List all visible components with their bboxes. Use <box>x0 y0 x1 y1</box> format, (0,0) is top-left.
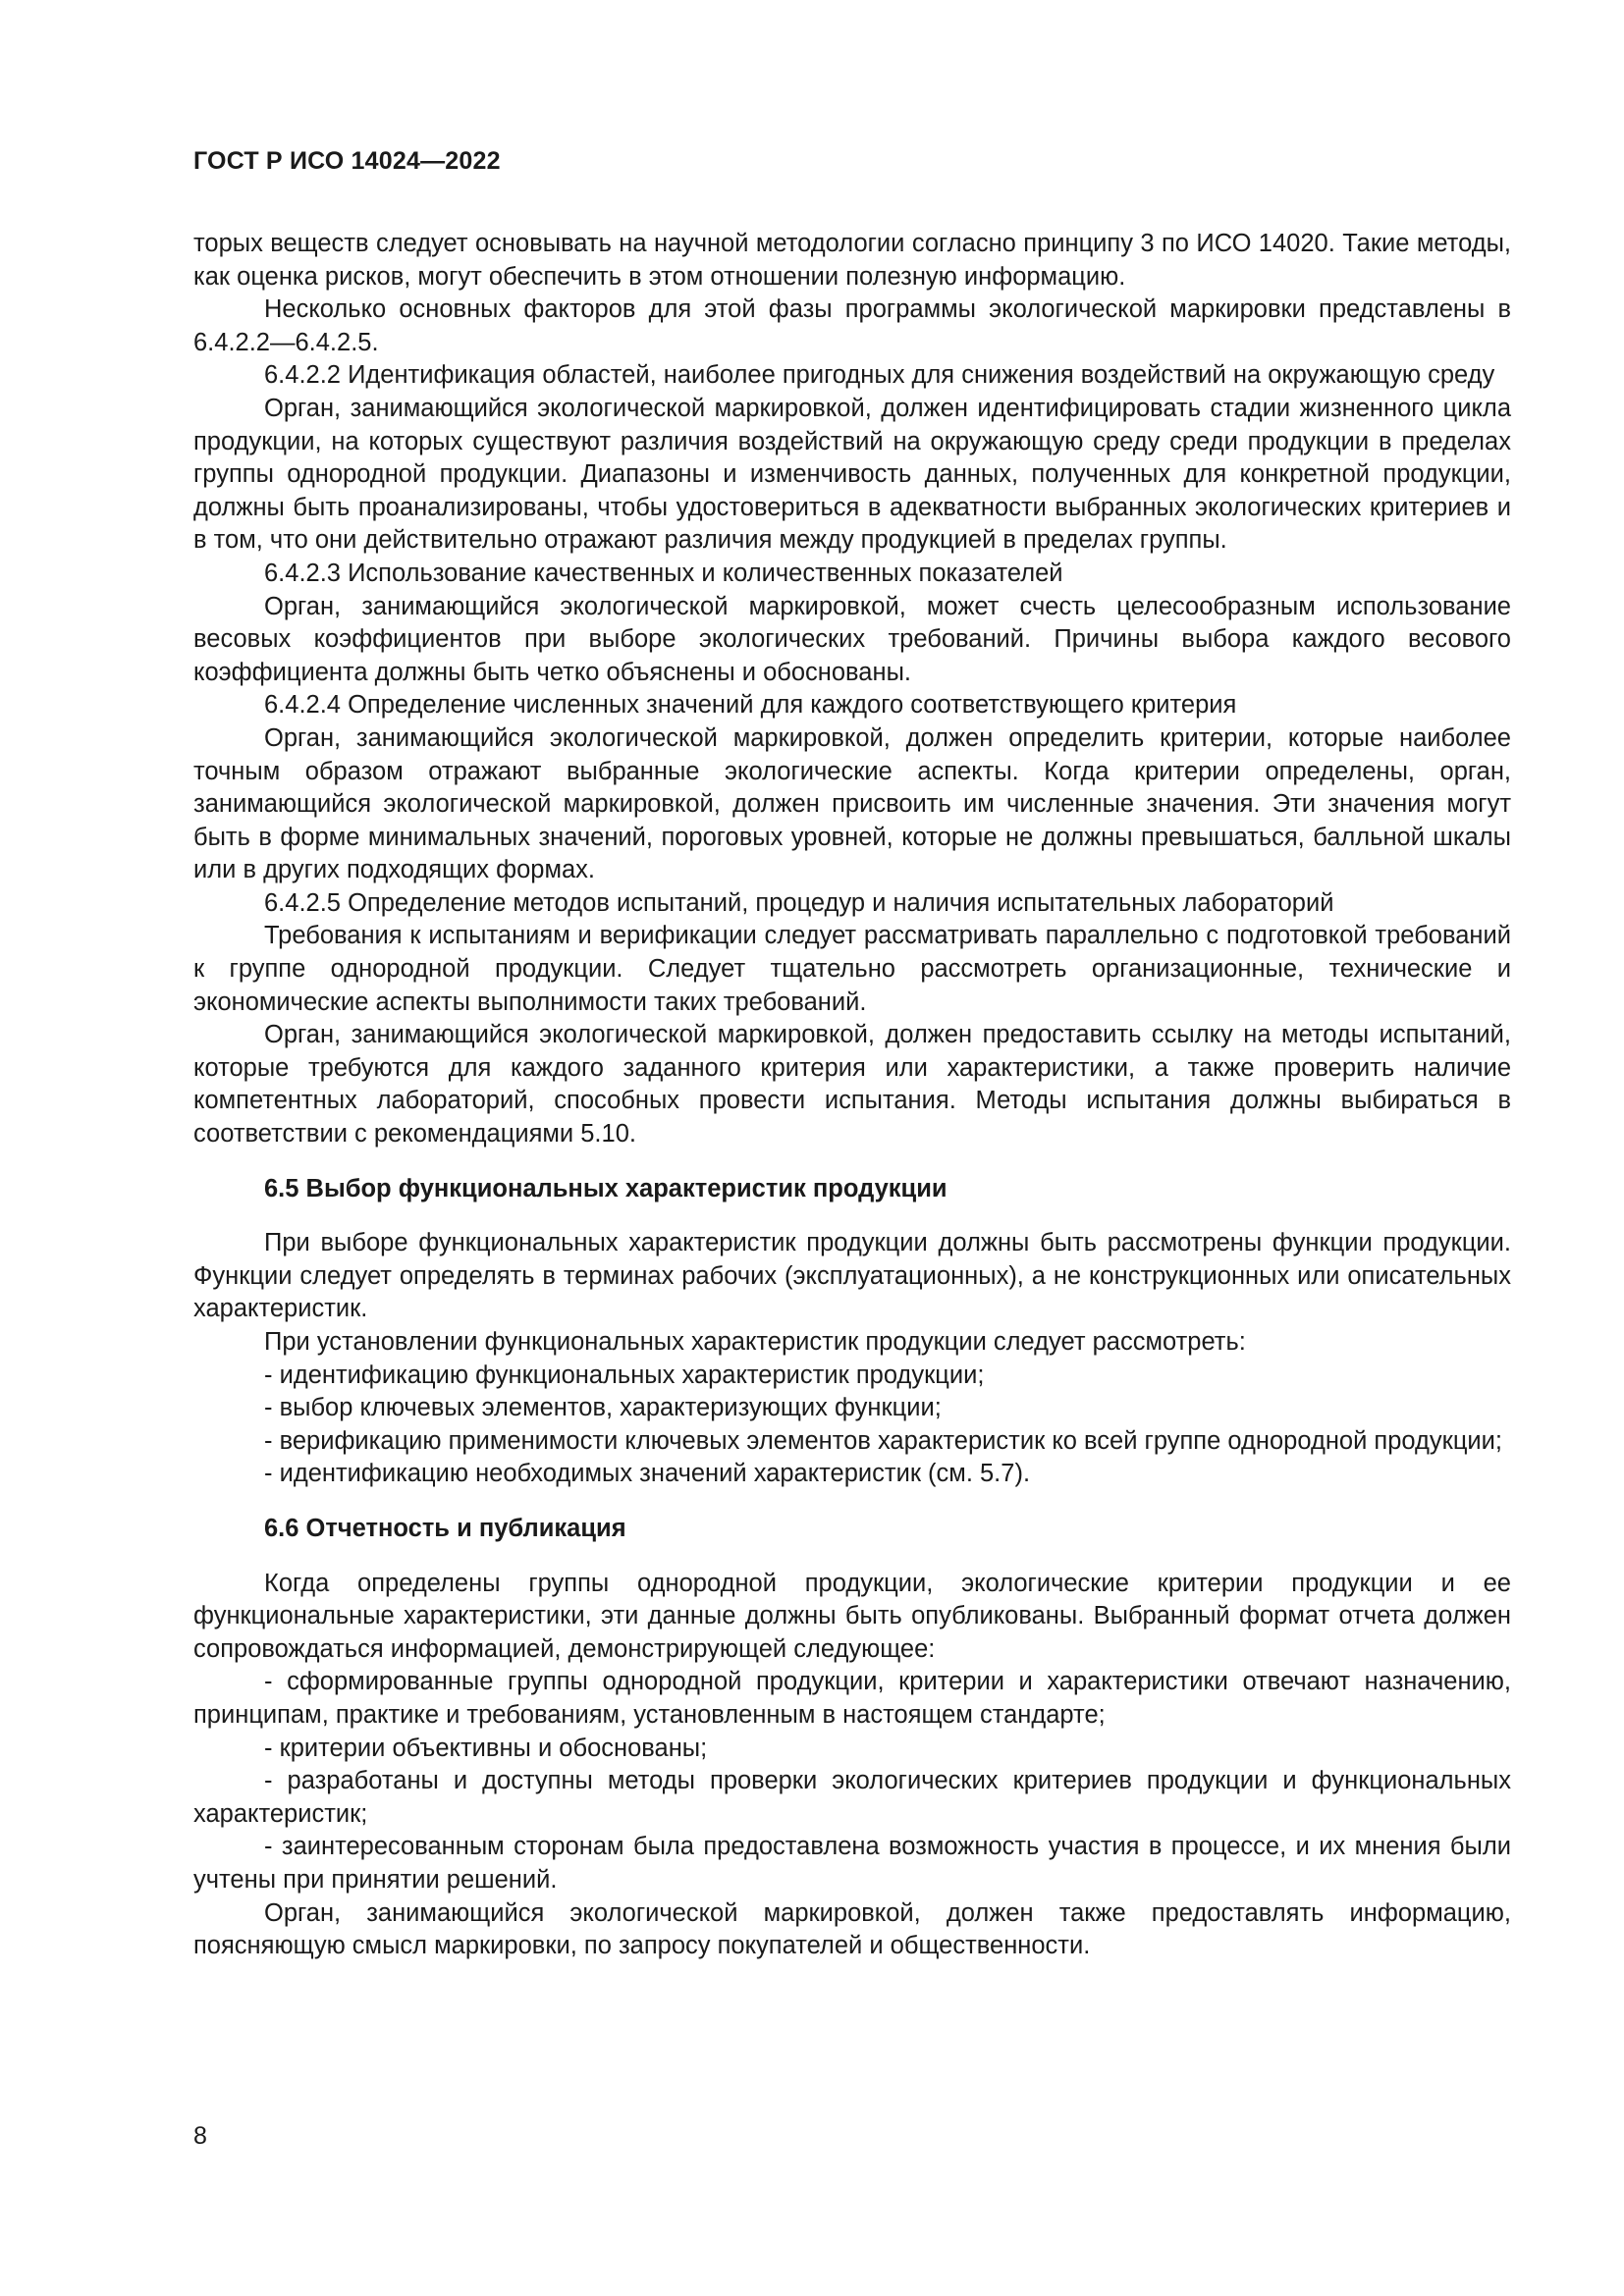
section-6-6-heading: 6.6 Отчетность и публикация <box>264 1514 626 1542</box>
list-item: - разработаны и доступны методы проверки экологических критериев продукции и функциональных характеристик; <box>193 1767 1511 1828</box>
paragraph: Орган, занимающийся экологической маркировкой, может счесть целесообразным использование весовых коэффициентов при выборе экологических требований. Причины выбора каждого весового коэффициента должны быть четко объяснены и обоснованы. <box>193 592 1511 686</box>
document-body <box>193 228 1511 1963</box>
list-item: - верификацию применимости ключевых элементов характеристик ко всей группе однородной продукции; <box>264 1426 1502 1455</box>
list-item: - заинтересованным сторонам была предоставлена возможность участия в процессе, и их мнения были учтены при принятии решений. <box>193 1833 1511 1894</box>
list-item: - выбор ключевых элементов, характеризующих функции; <box>264 1394 942 1422</box>
paragraph-continuation: торых веществ следует основывать на научной методологии согласно принципу 3 по ИСО 14020. Такие методы, как оценка рисков, могут обеспечить в этом отношении полезную информацию. <box>193 230 1511 291</box>
paragraph: Орган, занимающийся экологической маркировкой, должен предоставить ссылку на методы испытаний, которые требуются для каждого заданного критерия или характеристики, а также проверить наличие компетентных лабораторий, способных провести испытания. Методы испытания должны выбираться в соответствии с рекомендациями 5.10. <box>193 1021 1511 1148</box>
paragraph: Когда определены группы однородной продукции, экологические критерии продукции и ее функциональные характеристики, эти данные должны быть опубликованы. Выбранный формат отчета должен сопровождаться информацией, демонстрирующей следующее: <box>193 1569 1511 1663</box>
list-item: - идентификацию функциональных характеристик продукции; <box>264 1361 985 1389</box>
list-item: - сформированные группы однородной продукции, критерии и характеристики отвечают назначению, принципам, практике и требованиям, установленным в настоящем стандарте; <box>193 1668 1511 1729</box>
list-item: - идентификацию необходимых значений характеристик (см. 5.7). <box>264 1460 1031 1488</box>
section-6-5-heading: 6.5 Выбор функциональных характеристик продукции <box>264 1174 947 1202</box>
clause-6-4-2-5-title: 6.4.2.5 Определение методов испытаний, процедур и наличия испытательных лабораторий <box>264 888 1334 917</box>
paragraph: Орган, занимающийся экологической маркировкой, должен идентифицировать стадии жизненного цикла продукции, на которых существуют различия воздействий на окружающую среду среди продукции в пределах группы однородной продукции. Диапазоны и изменчивость данных, полученных для конкретной продукции, должны быть проанализированы, чтобы удостовериться в адекватности выбранных экологических критериев и в том, что они действительно отражают различия между продукцией в пределах группы. <box>193 394 1511 555</box>
paragraph: Орган, занимающийся экологической маркировкой, должен определить критерии, которые наиболее точным образом отражают выбранные экологические аспекты. Когда критерии определены, орган, занимающийся экологической маркировкой, должен присвоить им численные значения. Эти значения могут быть в форме минимальных значений, пороговых уровней, которые не должны превышаться, балльной шкалы или в других подходящих формах. <box>193 723 1511 884</box>
paragraph: Орган, занимающийся экологической маркировкой, должен также предоставлять информацию, поясняющую смысл маркировки, по запросу покупателей и общественности. <box>193 1898 1511 1960</box>
paragraph: При установлении функциональных характеристик продукции следует рассмотреть: <box>264 1328 1246 1356</box>
paragraph: Несколько основных факторов для этой фазы программы экологической маркировки представлены в 6.4.2.2—6.4.2.5. <box>193 295 1511 356</box>
clause-6-4-2-4-title: 6.4.2.4 Определение численных значений для каждого соответствующего критерия <box>264 691 1237 720</box>
clause-6-4-2-2-title: 6.4.2.2 Идентификация областей, наиболее пригодных для снижения воздействий на окружающую среду <box>264 361 1495 390</box>
list-item: - критерии объективны и обоснованы; <box>264 1734 708 1762</box>
page-number: 8 <box>193 2122 207 2150</box>
paragraph: Требования к испытаниям и верификации следует рассматривать параллельно с подготовкой требований к группе однородной продукции. Следует тщательно рассмотреть организационные, технические и экономические аспекты выполнимости таких требований. <box>193 922 1511 1016</box>
clause-6-4-2-3-title: 6.4.2.3 Использование качественных и количественных показателей <box>264 559 1063 587</box>
paragraph: При выборе функциональных характеристик продукции должны быть рассмотрены функции продукции. Функции следует определять в терминах рабочих (эксплуатационных), а не конструкционных или описательных характеристик. <box>193 1229 1511 1323</box>
document-header: ГОСТ Р ИСО 14024—2022 <box>193 147 501 175</box>
